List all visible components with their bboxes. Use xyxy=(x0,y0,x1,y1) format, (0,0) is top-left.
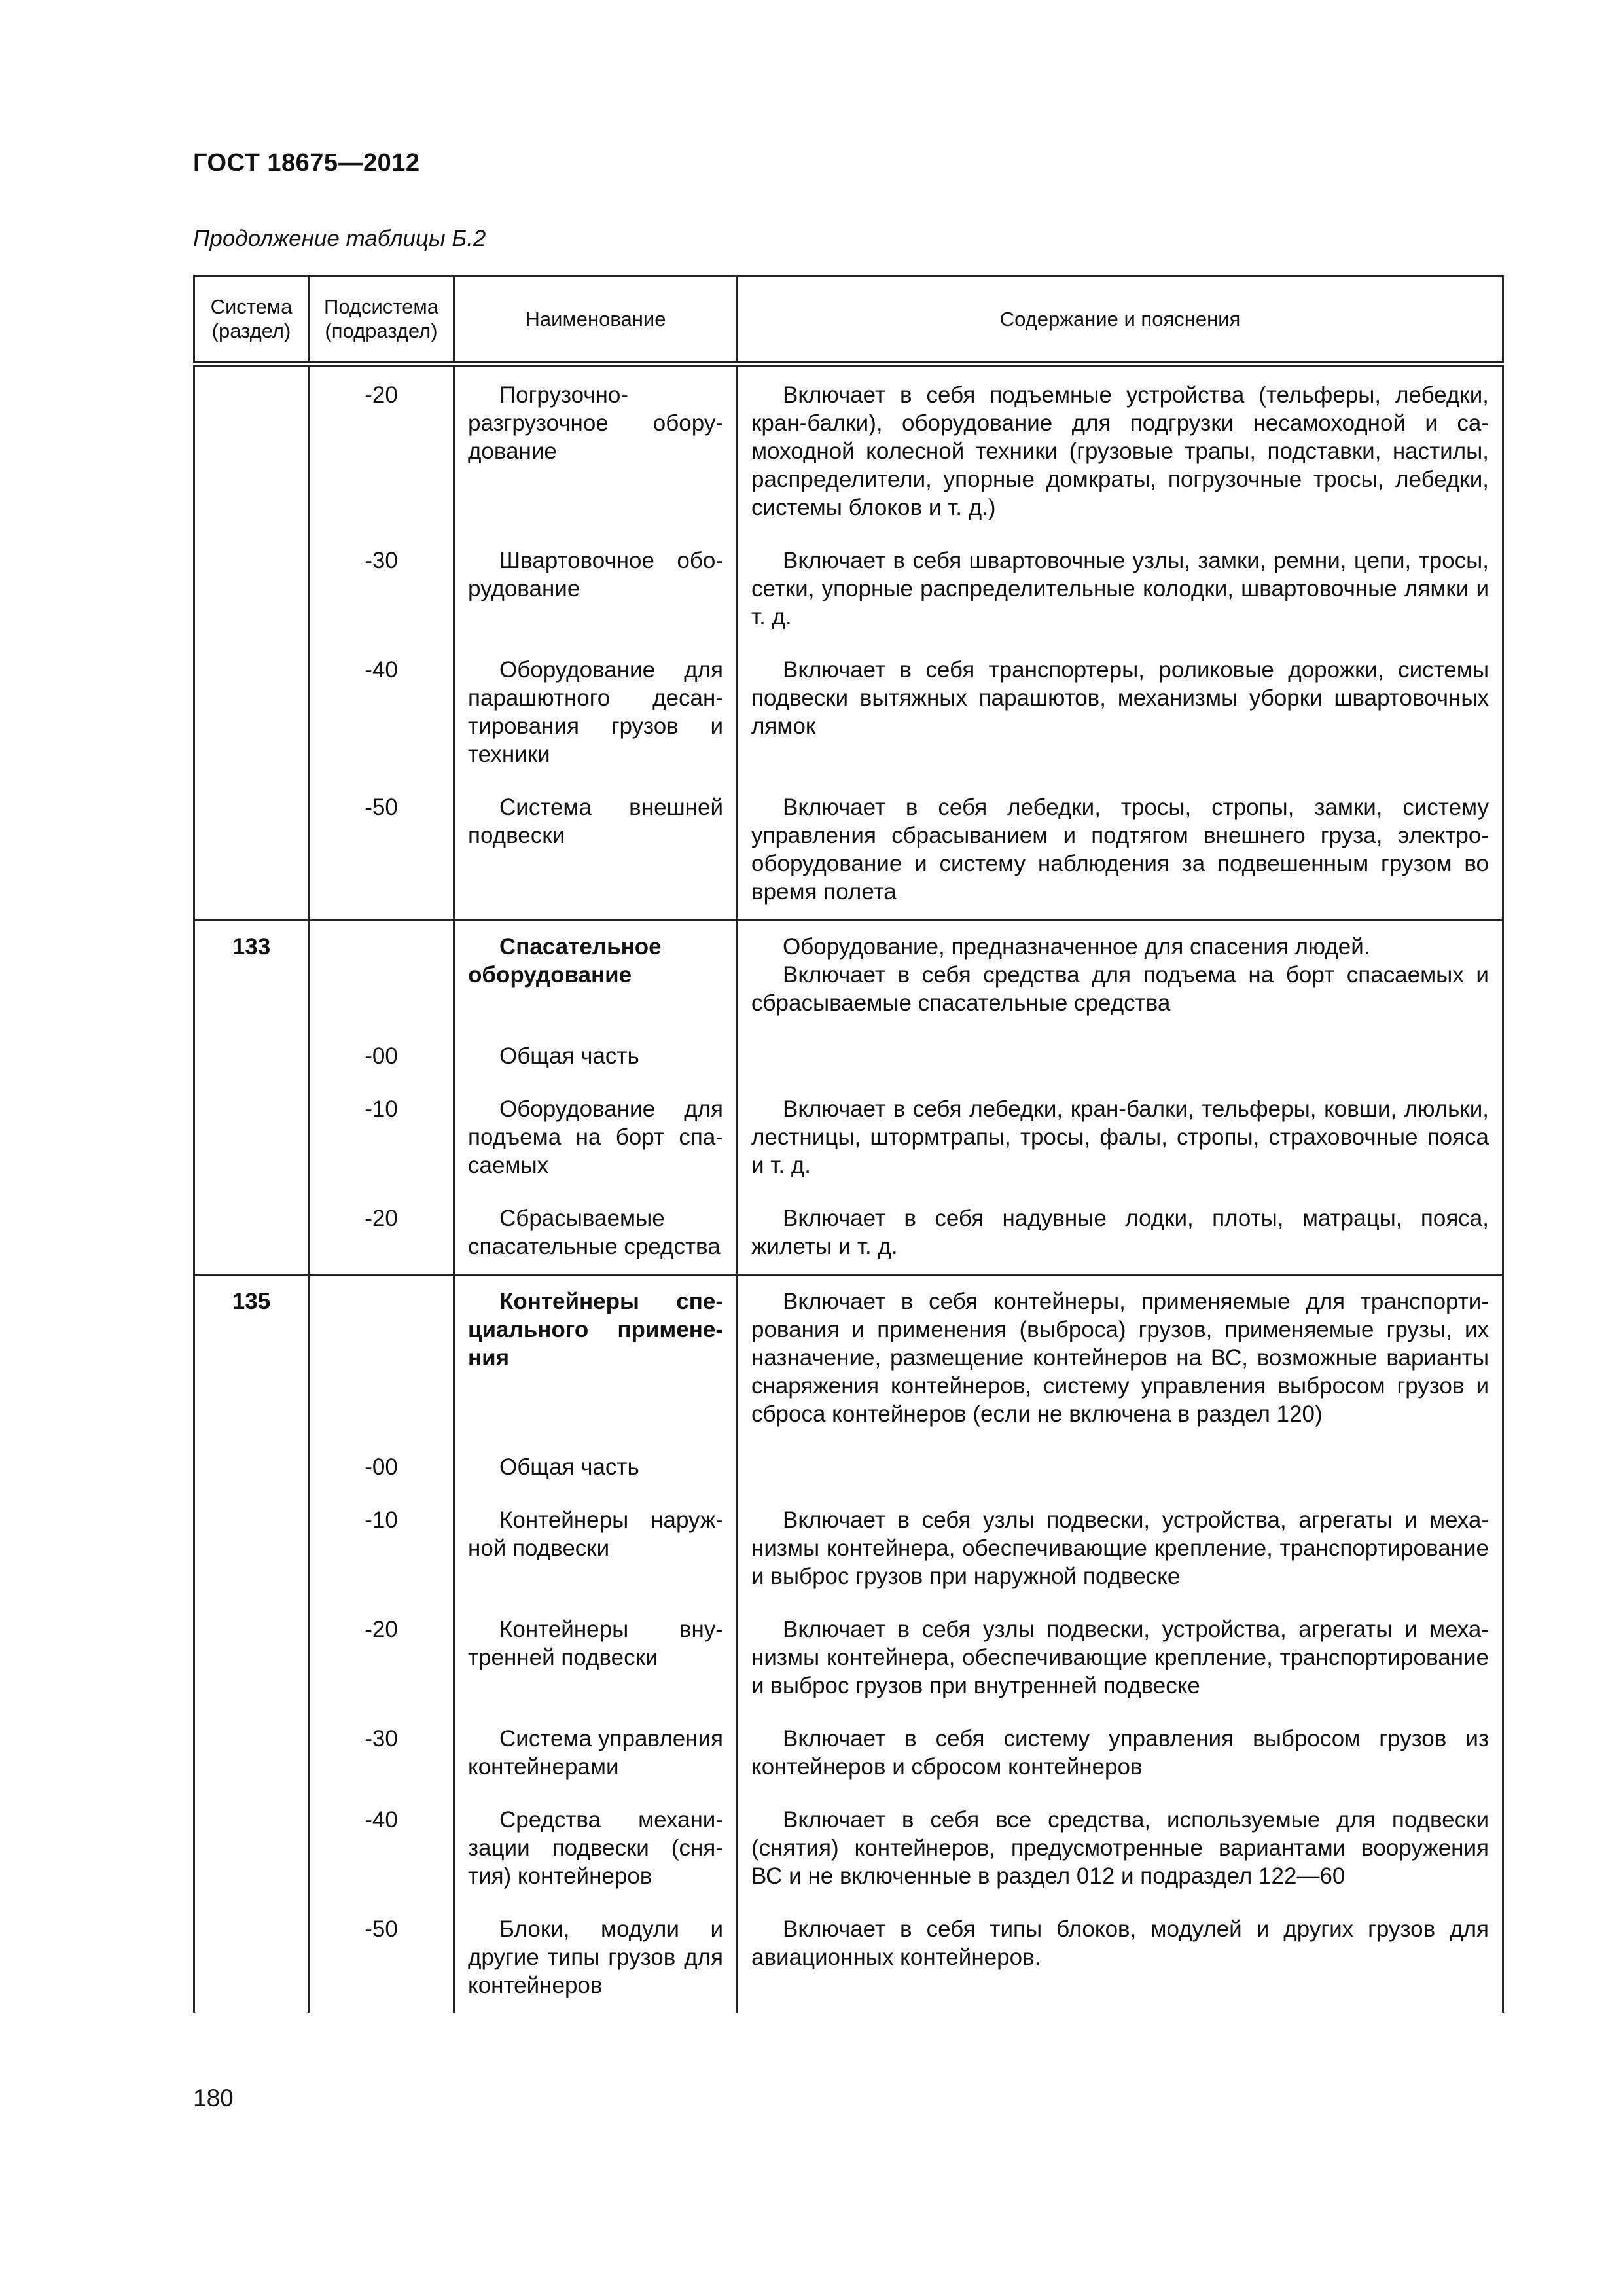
name-cell: Оборудование для парашютного десантирования грузов и техники xyxy=(454,644,738,781)
description-paragraph: Включает в себя подъемные устройства (тельферы, лебедки, кран-балки), оборудование для подгрузки несамоходной и самоходной колесной техники (грузовые трапы, подставки, настилы, распределители, упорные домкраты, погрузочные тросы, лебедки, системы блоков и т. д.) xyxy=(751,382,1489,520)
table-row xyxy=(194,1604,1503,1713)
table-row xyxy=(194,1794,1503,1903)
subsystem-code-cell: -30 xyxy=(309,1713,454,1794)
name-cell: Общая часть xyxy=(454,1441,738,1494)
system-code-cell xyxy=(194,1083,309,1193)
description-cell xyxy=(738,1083,1503,1193)
description-cell xyxy=(738,535,1503,644)
table-row xyxy=(194,920,1503,1031)
column-header-subsystem: Подсистема (подраздел) xyxy=(309,276,454,364)
name-cell: Общая часть xyxy=(454,1030,738,1083)
subsystem-code-cell: -00 xyxy=(309,1441,454,1494)
classification-table xyxy=(193,275,1504,2013)
subsystem-code-cell: -50 xyxy=(309,781,454,920)
table-caption: Продолжение таблицы Б.2 xyxy=(193,226,486,251)
document-code: ГОСТ 18675—2012 xyxy=(193,149,420,177)
subsystem-code-cell: -30 xyxy=(309,535,454,644)
name-cell: Спасательное оборудование xyxy=(454,920,738,1031)
table-body xyxy=(194,364,1503,2013)
system-code-cell xyxy=(194,364,309,535)
name-cell: Система внешней подвески xyxy=(454,781,738,920)
subsystem-code-cell: -40 xyxy=(309,644,454,781)
description-cell xyxy=(738,1441,1503,1494)
description-cell xyxy=(738,1030,1503,1083)
table-row xyxy=(194,364,1503,535)
system-code-cell xyxy=(194,1193,309,1275)
subsystem-code-cell: -00 xyxy=(309,1030,454,1083)
description-cell xyxy=(738,1713,1503,1794)
name-cell: Сбрасываемые спасательные средства xyxy=(454,1193,738,1275)
description-cell xyxy=(738,644,1503,781)
name-cell: Оборудование для подъема на борт спасаемых xyxy=(454,1083,738,1193)
system-code-cell xyxy=(194,1604,309,1713)
system-code-cell xyxy=(194,1494,309,1604)
description-cell xyxy=(738,1794,1503,1903)
name-cell: Средства механизации подвески (снятия) контейнеров xyxy=(454,1794,738,1903)
description-cell xyxy=(738,781,1503,920)
description-cell xyxy=(738,364,1503,535)
subsystem-code-cell: -20 xyxy=(309,364,454,535)
system-code-cell xyxy=(194,781,309,920)
system-code-cell xyxy=(194,535,309,644)
name-cell: Контейнеры внутренней подвески xyxy=(454,1604,738,1713)
description-paragraph: Включает в себя систему управления выбросом грузов из контейнеров и сбросом контейнеров xyxy=(751,1726,1489,1780)
description-paragraph: Включает в себя узлы подвески, устройства, агрегаты и механизмы контейнера, обеспечивающие крепление, транспортирование и выброс грузов при внутренней подвеске xyxy=(751,1617,1489,1698)
table-row xyxy=(194,1713,1503,1794)
description-cell xyxy=(738,1193,1503,1275)
subsystem-code-cell: -20 xyxy=(309,1193,454,1275)
subsystem-code-cell: -50 xyxy=(309,1903,454,2013)
description-cell xyxy=(738,1903,1503,2013)
name-cell: Погрузочно-разгрузочное оборудование xyxy=(454,364,738,535)
description-paragraph: Оборудование, предназначенное для спасения людей. xyxy=(783,934,1370,960)
table-row xyxy=(194,1494,1503,1604)
description-paragraph: Включает в себя все средства, используемые для подвески (снятия) контейнеров, предусмотренные вариантами вооружения ВС и не включенные в раздел 012 и подраздел 122—60 xyxy=(751,1807,1489,1889)
table-row xyxy=(194,644,1503,781)
description-paragraph: Включает в себя узлы подвески, устройства, агрегаты и механизмы контейнера, обеспечивающие крепление, транспортирование и выброс грузов при наружной подвеске xyxy=(751,1507,1489,1589)
description-cell xyxy=(738,920,1503,1031)
header-row xyxy=(194,276,1503,364)
table-header xyxy=(194,276,1503,364)
table-row xyxy=(194,781,1503,920)
description-cell xyxy=(738,1275,1503,1442)
description-paragraph: Включает в себя лебедки, тросы, стропы, замки, систему управления сбрасыванием и подтягом внешнего груза, электрооборудование и систему наблюдения за подвешенным грузом во время полета xyxy=(751,795,1489,905)
table-row xyxy=(194,1030,1503,1083)
description-paragraph: Включает в себя швартовочные узлы, замки, ремни, цепи, тросы, сетки, упорные распределительные колодки, швартовочные лямки и т. д. xyxy=(751,548,1489,630)
column-header-system: Система (раздел) xyxy=(194,276,309,364)
column-header-description: Содержание и пояснения xyxy=(738,276,1503,364)
system-code-cell xyxy=(194,1030,309,1083)
subsystem-code-cell xyxy=(309,1275,454,1442)
table-row xyxy=(194,1275,1503,1442)
table-row xyxy=(194,535,1503,644)
page-number: 180 xyxy=(193,2085,234,2111)
system-code-cell xyxy=(194,1903,309,2013)
name-cell: Блоки, модули и другие типы грузов для контейнеров xyxy=(454,1903,738,2013)
subsystem-code-cell: -20 xyxy=(309,1604,454,1713)
name-cell: Контейнеры специального применения xyxy=(454,1275,738,1442)
table-row xyxy=(194,1441,1503,1494)
description-paragraph: Включает в себя лебедки, кран-балки, тельферы, ковши, люльки, лестницы, штормтрапы, тросы, фалы, стропы, страховочные пояса и т. д. xyxy=(751,1096,1489,1178)
description-cell xyxy=(738,1494,1503,1604)
table-row xyxy=(194,1083,1503,1193)
description-cell xyxy=(738,1604,1503,1713)
system-code-cell xyxy=(194,1713,309,1794)
subsystem-code-cell: -40 xyxy=(309,1794,454,1903)
table-row xyxy=(194,1903,1503,2013)
name-cell: Система управления контейнерами xyxy=(454,1713,738,1794)
description-paragraph: Включает в себя надувные лодки, плоты, матрацы, пояса, жилеты и т. д. xyxy=(751,1206,1489,1259)
description-paragraph: Включает в себя средства для подъема на борт спасаемых и сбрасываемые спасательные средства xyxy=(751,962,1489,1016)
column-header-name: Наименование xyxy=(454,276,738,364)
description-paragraph: Включает в себя типы блоков, модулей и других грузов для авиационных контейнеров. xyxy=(751,1916,1489,1970)
system-code-cell xyxy=(194,1441,309,1494)
subsystem-code-cell: -10 xyxy=(309,1083,454,1193)
subsystem-code-cell: -10 xyxy=(309,1494,454,1604)
system-code-cell: 133 xyxy=(194,920,309,1031)
subsystem-code-cell xyxy=(309,920,454,1031)
system-code-cell xyxy=(194,644,309,781)
system-code-cell xyxy=(194,1794,309,1903)
description-paragraph: Включает в себя транспортеры, роликовые дорожки, системы подвески вытяжных парашютов, механизмы уборки швартовочных лямок xyxy=(751,657,1489,739)
table-row xyxy=(194,1193,1503,1275)
system-code-cell: 135 xyxy=(194,1275,309,1442)
description-paragraph: Включает в себя контейнеры, применяемые для транспортирования и применения (выброса) грузов, применяемые грузы, их назначение, размещение контейнеров на ВС, возможные варианты снаряжения контейнеров, систему управления выбросом грузов и сброса контейнеров (если не включена в раздел 120) xyxy=(751,1289,1489,1427)
name-cell: Швартовочное оборудование xyxy=(454,535,738,644)
name-cell: Контейнеры наружной подвески xyxy=(454,1494,738,1604)
